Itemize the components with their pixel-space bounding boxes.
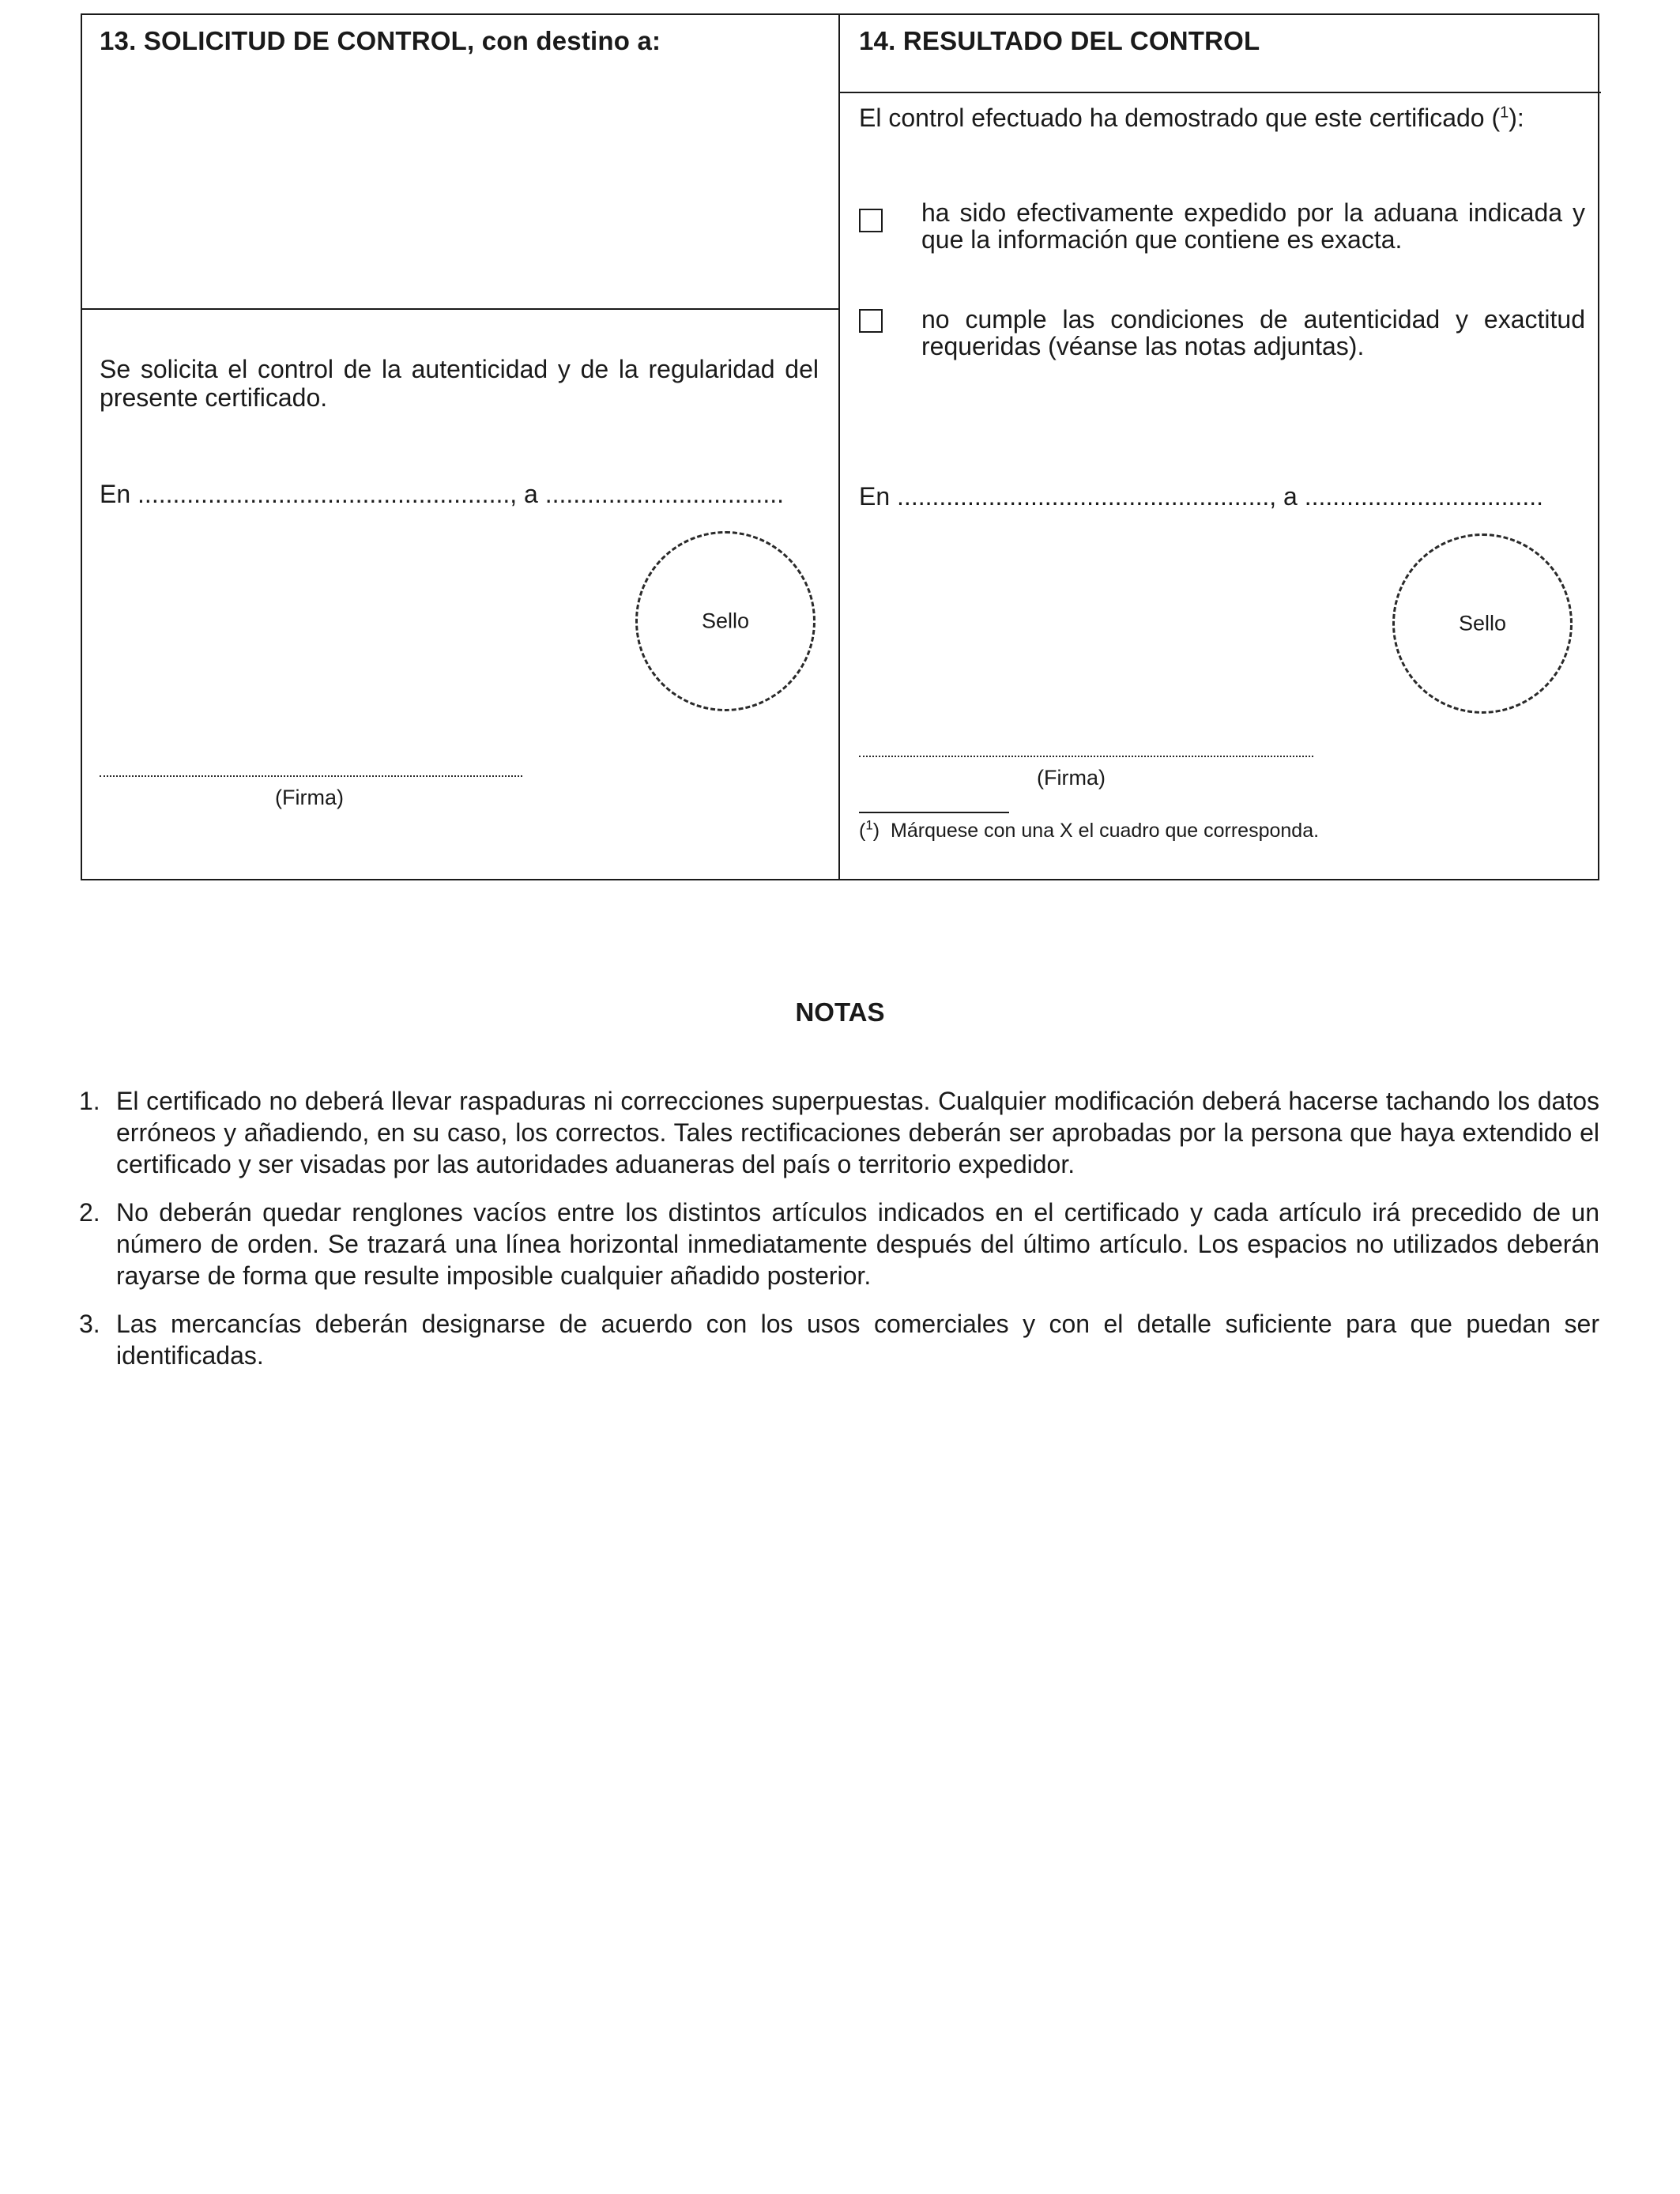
box13-seal-area [635, 531, 816, 711]
box14-seal-area [1392, 533, 1573, 714]
note-number: 1. [79, 1087, 100, 1115]
footnote-close: ) [872, 820, 880, 842]
box14-signature-line[interactable] [859, 756, 1313, 757]
option2-checkbox[interactable] [859, 309, 883, 333]
box14-intro-text: El control efectuado ha demostrado que este certificado ( [859, 104, 1501, 132]
box14-place-date-line[interactable]: En ....................................................., a .................................. [859, 482, 1543, 511]
notes-title: NOTAS [795, 997, 885, 1027]
control-form-box [81, 13, 1599, 880]
box14-footnote [859, 817, 1320, 843]
box14-intro [859, 104, 1524, 133]
box13-seal-label: Sello [701, 609, 750, 633]
box14-intro-sup: 1 [1500, 104, 1509, 122]
note-text: Las mercancías deberán designarse de acuerdo con los usos comerciales y con el detalle suficiente para que puedan ser identificadas. [116, 1310, 1599, 1370]
box13-signature-line[interactable] [100, 775, 522, 777]
box14-seal-label: Sello [1458, 611, 1507, 635]
box14-intro-tail: ): [1509, 104, 1524, 132]
footnote-text: Márquese con una X el cuadro que corresponda. [891, 820, 1320, 842]
footnote-sup: 1 [865, 817, 873, 833]
box14-signature-label: (Firma) [1037, 766, 1106, 790]
option2-text: no cumple las condiciones de autenticidad y exactitud requeridas (véanse las notas adjuntas). [921, 305, 1585, 360]
footnote-open: ( [859, 820, 866, 842]
note-text: No deberán quedar renglones vacíos entre los distintos artículos indicados en el certificado y cada artículo irá precedido de un número de orden. Se trazará una línea horizontal inmediatamente después del último artículo. Los espacios no utilizados deberán rayarse de forma que resulte imposible cualquier añadido posterior. [116, 1198, 1599, 1290]
box13-signature-label: (Firma) [275, 786, 344, 809]
box13-request-text: Se solicita el control de la autenticidad y de la regularidad del presente certificado. [100, 355, 819, 412]
box14-heading: 14. RESULTADO DEL CONTROL [859, 26, 1260, 55]
note-number: 2. [79, 1198, 100, 1227]
note-item-2 [79, 1197, 1599, 1295]
note-item-1 [79, 1085, 1599, 1184]
column-divider [838, 15, 840, 879]
box13-place-date-line[interactable]: En ....................................................., a .................................. [100, 480, 784, 508]
option1-checkbox[interactable] [859, 209, 883, 232]
footnote-rule [859, 812, 1009, 813]
box13-divider [82, 308, 838, 310]
option1-text: ha sido efectivamente expedido por la aduana indicada y que la información que contiene es exacta. [921, 198, 1585, 254]
box13-heading: 13. SOLICITUD DE CONTROL, con destino a: [100, 26, 661, 55]
note-number: 3. [79, 1310, 100, 1338]
note-item-3 [79, 1308, 1599, 1375]
box14-divider [838, 92, 1601, 93]
note-text: El certificado no deberá llevar raspaduras ni correcciones superpuestas. Cualquier modificación deberá hacerse tachando los datos erróneos y añadiendo, en su caso, los correctos. Tales rectificaciones deberán ser aprobadas por la persona que haya extendido el certificado y ser visadas por las autoridades aduaneras del país o territorio expedidor. [116, 1087, 1599, 1178]
